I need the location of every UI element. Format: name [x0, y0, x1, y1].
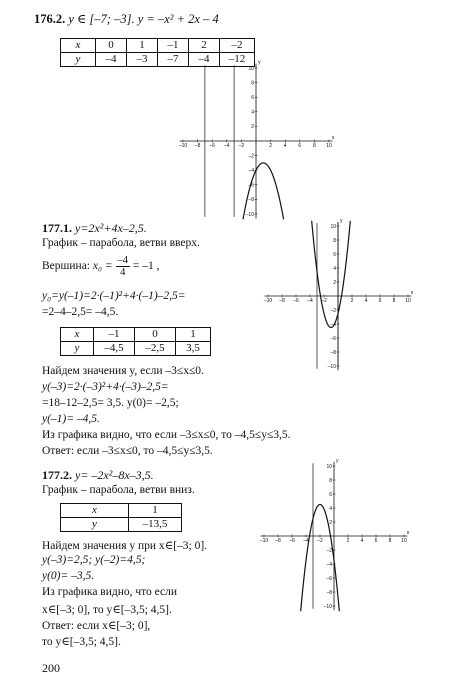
y-tick-label: 10 — [248, 65, 254, 72]
y-tick-label: –2 — [330, 307, 336, 314]
x-tick-label: 6 — [374, 538, 378, 544]
y-tick-label: 2 — [251, 124, 254, 131]
x-tick-label: –10 — [259, 538, 269, 544]
x-tick-label: –2 — [317, 538, 323, 544]
x-tick-label: 2 — [269, 143, 272, 149]
x-tick-label: 6 — [298, 143, 302, 149]
x-tick-label: –10 — [263, 298, 273, 304]
table-cell: 1 — [129, 504, 182, 518]
y-axis-label: y — [258, 59, 261, 66]
parabola-curve — [301, 505, 340, 612]
x-tick-label: 2 — [346, 538, 350, 544]
y-tick-label: –4 — [248, 168, 254, 174]
table-cell: –3 — [127, 53, 158, 67]
text-line: =18–12–2,5= 3,5. y(0)= –2,5; — [42, 397, 179, 409]
x-tick-label: –8 — [194, 143, 201, 149]
y-tick-label: –4 — [330, 321, 336, 328]
x-tick-label: 10 — [326, 143, 332, 149]
table-header-cell: y — [61, 342, 94, 356]
x-tick-label: –10 — [178, 143, 188, 149]
answer-line: Ответ: если –3≤x≤0, то –4,5≤y≤3,5. — [42, 445, 213, 457]
text-line: y(–3)=2,5; y(–2)=4,5; — [42, 554, 146, 566]
vertex-label: Вершина: — [42, 260, 90, 273]
conclusion-line: x∈[–3; 0], то y∈[–3,5; 4,5]. — [42, 604, 172, 616]
conclusion-line: Из графика видно, что если — [42, 586, 178, 598]
x-tick-label: –4 — [303, 538, 309, 544]
table-cell: –4 — [189, 53, 220, 67]
x-tick-label: –8 — [275, 538, 281, 544]
y-tick-label: –4 — [326, 561, 332, 568]
fraction-denominator: 4 — [120, 267, 126, 278]
x-tick-label: –8 — [279, 298, 285, 304]
fraction-numerator: –4 — [117, 255, 128, 266]
vertex-rhs: = –1 , — [132, 260, 160, 273]
text-line: y(–3)=2·(–3)²+4·(–3)–2,5= — [42, 381, 169, 393]
table-header-cell: x — [61, 39, 96, 53]
problem-statement: y=2x²+4x–2,5. — [75, 221, 147, 235]
y-tick-label: –10 — [245, 211, 254, 218]
x-tick-label: 10 — [405, 298, 411, 304]
y-tick-label: 8 — [251, 80, 254, 87]
table-cell: –2 — [220, 39, 255, 53]
x-tick-label: –6 — [209, 143, 215, 149]
table-header-cell: y — [61, 53, 96, 67]
text-line: Найдем значения y при x∈[–3; 0]. — [42, 540, 208, 552]
table-cell: –7 — [158, 53, 189, 67]
y-tick-label: –2 — [248, 153, 254, 160]
text-line: График – парабола, ветви вниз. — [42, 484, 195, 496]
x-tick-label: –2 — [321, 298, 327, 304]
y-tick-label: 6 — [251, 95, 254, 101]
vertex-lhs: x₀ = — [92, 260, 113, 273]
y-tick-label: –10 — [327, 363, 336, 370]
y-tick-label: 6 — [333, 251, 336, 258]
x-tick-label: 4 — [360, 538, 364, 544]
conclusion-line: Из графика видно, что если –3≤x≤0, то –4,5≤y≤3,5. — [42, 429, 291, 441]
table-cell: –2,5 — [135, 342, 176, 356]
problem-number: 177.1. — [42, 221, 72, 235]
table-cell: –1 — [94, 328, 135, 342]
x-axis-label: x — [410, 290, 414, 296]
table-cell: 0 — [96, 39, 127, 53]
answer-line: Ответ: если x∈[–3; 0], — [42, 620, 151, 632]
text-line: y(0)= –3,5. — [42, 570, 95, 582]
table-cell: 2 — [189, 39, 220, 53]
y-tick-label: –10 — [323, 603, 332, 610]
problem-number: 176.2. — [34, 12, 66, 26]
table-cell: 1 — [127, 39, 158, 53]
y-tick-label: –6 — [248, 182, 254, 189]
problem-statement: y= –2x²–8x–3,5. — [75, 468, 154, 482]
y-tick-label: 2 — [329, 519, 332, 526]
table-header-cell: x — [61, 328, 94, 342]
x-tick-label: –4 — [224, 143, 230, 149]
table-header-cell: y — [61, 518, 129, 532]
y-tick-label: 10 — [326, 463, 332, 470]
x-tick-label: 8 — [388, 538, 392, 544]
x-tick-label: 4 — [364, 298, 368, 304]
x-tick-label: –4 — [307, 298, 313, 304]
table-cell: –13,5 — [129, 518, 182, 532]
table-cell: 1 — [176, 328, 211, 342]
text-line: Найдем значения y, если –3≤x≤0. — [42, 365, 204, 377]
x-tick-label: 4 — [283, 143, 287, 149]
x-tick-label: –2 — [238, 143, 245, 149]
table-cell: 0 — [135, 328, 176, 342]
page-number: 200 — [42, 661, 60, 675]
x-tick-label: –6 — [289, 538, 295, 544]
y-tick-label: 8 — [333, 237, 336, 244]
table-cell: –4,5 — [94, 342, 135, 356]
x-tick-label: 2 — [350, 298, 354, 304]
y-tick-label: 10 — [330, 223, 336, 230]
calc-line: =2–4–2,5= –4,5. — [42, 306, 119, 318]
x-axis-label: x — [331, 135, 335, 141]
x-tick-label: 8 — [313, 143, 316, 149]
y-tick-label: –8 — [248, 197, 254, 204]
problem-statement: y ∈ [–7; –3]. y = –x² + 2x – 4 — [68, 12, 219, 26]
y-axis-label: y — [340, 217, 343, 224]
y-tick-label: 4 — [251, 109, 254, 116]
x-axis-label: x — [406, 530, 410, 536]
y-tick-label: –8 — [326, 589, 332, 596]
y-tick-label: –6 — [326, 575, 332, 582]
y-tick-label: –6 — [330, 335, 336, 342]
table-cell: –4 — [96, 53, 127, 67]
problem-number: 177.2. — [42, 468, 72, 482]
answer-line: то y∈[–3,5; 4,5]. — [42, 636, 121, 648]
y-tick-label: 2 — [333, 279, 336, 286]
x-tick-label: 8 — [392, 298, 396, 304]
y-tick-label: 4 — [333, 265, 336, 272]
calc-line: y₀=y(–1)=2·(–1)²+4·(–1)–2,5= — [42, 290, 186, 302]
y-tick-label: –2 — [326, 547, 332, 554]
table-header-cell: x — [61, 504, 129, 518]
y-tick-label: –8 — [330, 349, 336, 356]
text-line: y(–1)= –4,5. — [42, 413, 100, 425]
x-tick-label: 10 — [401, 538, 407, 544]
text-line: График – парабола, ветви вверх. — [42, 237, 200, 249]
y-axis-label: y — [336, 457, 339, 464]
y-tick-label: 6 — [329, 491, 332, 498]
x-tick-label: –6 — [293, 298, 299, 304]
x-tick-label: 6 — [378, 298, 382, 304]
table-cell: 3,5 — [176, 342, 211, 356]
y-tick-label: 4 — [329, 505, 332, 512]
table-cell: –1 — [158, 39, 189, 53]
y-tick-label: 8 — [329, 477, 332, 484]
table-cell: –12 — [220, 53, 255, 67]
